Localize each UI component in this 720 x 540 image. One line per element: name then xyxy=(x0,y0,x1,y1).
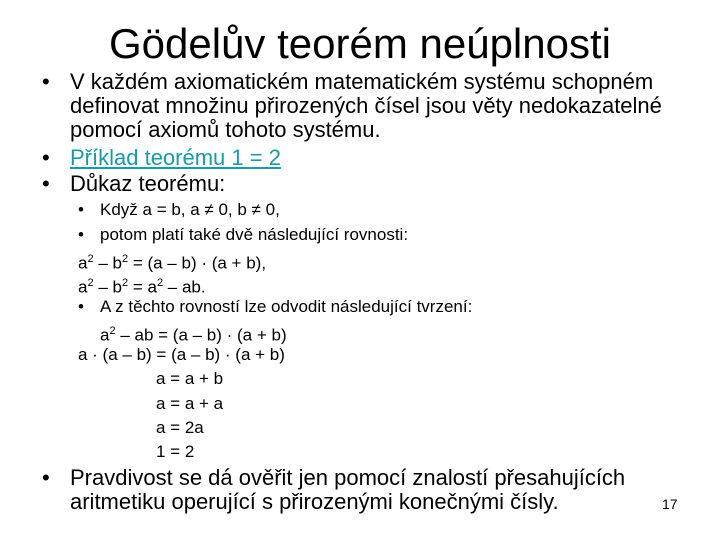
proof-equation-8: 1 = 2 xyxy=(156,442,195,461)
bullet-marker: • xyxy=(78,225,84,244)
proof-equation-3: $a^2$ – ab = (a – b) · (a + b) xyxy=(100,325,287,345)
exponent: 2 xyxy=(109,325,116,337)
bullet-text: V každém axiomatickém matematickém systému schopném definovat množinu přirozených čísel jsou věty nedokazatelné pomocí axiomů tohoto systému. xyxy=(70,69,662,142)
slide-title: Gödelův teorém neúplnosti xyxy=(109,20,611,67)
bullet-text: Důkaz teorému: xyxy=(70,171,226,196)
proof-equation-7: a = 2a xyxy=(156,418,204,437)
bullet-marker: • xyxy=(78,200,84,219)
example-link[interactable]: Příklad teorému 1 = 2 xyxy=(70,145,281,170)
proof-equation-6: a = a + a xyxy=(156,394,224,413)
exponent: 2 xyxy=(87,277,94,289)
proof-text: Když a = b, a ≠ 0, b ≠ 0, xyxy=(100,200,280,219)
proof-equation-4: a · (a – b) = (a – b) · (a + b) xyxy=(78,345,285,364)
proof-equation-2: $a^2 - b^2 = a^2$ – ab. xyxy=(78,277,206,297)
proof-equation-1: $a^2 - b^2 = (a - b) \cdot (a + b)$, xyxy=(78,253,267,273)
bullet-marker: • xyxy=(42,145,50,170)
exponent: 2 xyxy=(121,253,129,265)
bullet-marker: • xyxy=(42,69,50,94)
exponent: 2 xyxy=(121,277,129,289)
proof-text: A z těchto rovností lze odvodit následující tvrzení: xyxy=(100,297,473,316)
bullet-marker: • xyxy=(42,171,50,196)
page-number: 17 xyxy=(662,496,678,512)
exponent: 2 xyxy=(87,253,94,265)
bullet-marker: • xyxy=(78,297,84,316)
bullet-text: Pravdivost se dá ověřit jen pomocí znalostí přesahujících aritmetiku operující s přirozenými konečnými čísly. xyxy=(70,465,626,514)
proof-text: potom platí také dvě následující rovnosti: xyxy=(100,225,409,244)
bullet-marker: • xyxy=(42,465,50,490)
proof-equation-5: a = a + b xyxy=(156,369,224,388)
exponent: 2 xyxy=(156,277,164,289)
